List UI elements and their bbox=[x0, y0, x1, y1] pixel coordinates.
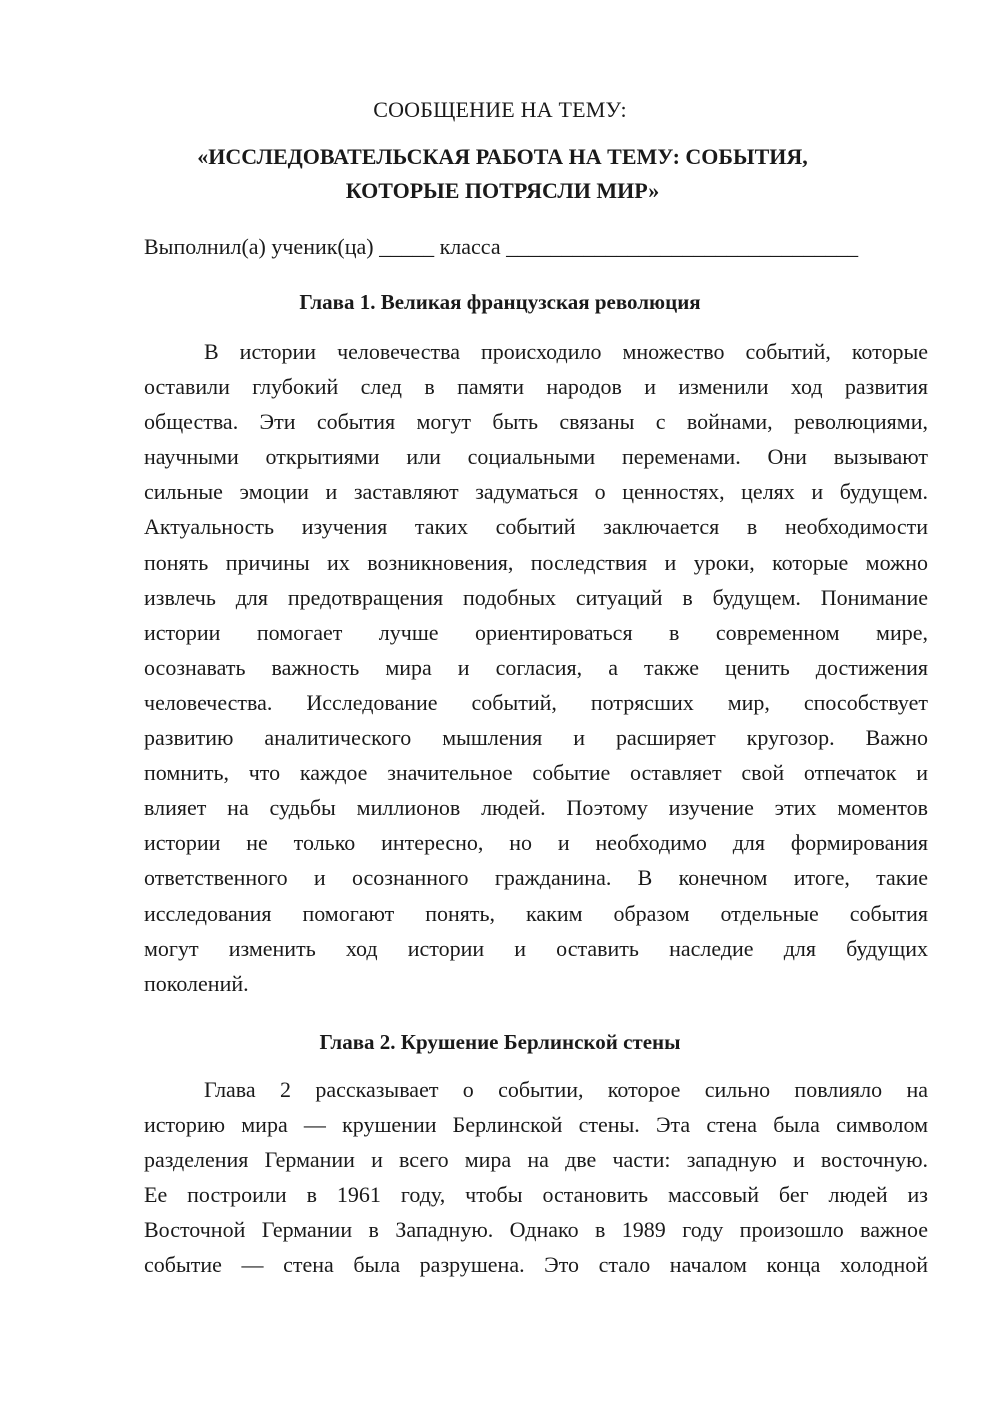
paragraph-line: извлечь для предотвращения подобных ситуаций в будущем. Понимание bbox=[144, 584, 928, 610]
chapter-1-paragraph bbox=[144, 334, 928, 1001]
paragraph-line: оставили глубокий след в памяти народов и изменили ход развития bbox=[144, 374, 928, 400]
paragraph-line: сильные эмоции и заставляют задуматься о ценностях, целях и будущем. bbox=[144, 479, 928, 505]
paragraph-line: исследования помогают понять, каким образом отдельные события bbox=[144, 900, 928, 926]
paragraph-line: разделения Германии и всего мира на две части: западную и восточную. bbox=[144, 1147, 928, 1173]
paragraph-line: поколений. bbox=[144, 970, 249, 996]
paragraph-line: осознавать важность мира и согласия, а также ценить достижения bbox=[144, 654, 928, 680]
paragraph-line: человечества. Исследование событий, потрясших мир, способствует bbox=[144, 689, 928, 715]
chapter-2-heading: Глава 2. Крушение Берлинской стены bbox=[319, 1030, 681, 1054]
paragraph-line: ответственного и осознанного гражданина. В конечном итоге, такие bbox=[144, 865, 928, 891]
report-label: СООБЩЕНИЕ НА ТЕМУ: bbox=[373, 97, 627, 122]
paragraph-line: научными открытиями или социальными переменами. Они вызывают bbox=[144, 444, 928, 470]
report-title-line: «ИССЛЕДОВАТЕЛЬСКАЯ РАБОТА НА ТЕМУ: СОБЫТИЯ, bbox=[197, 144, 808, 169]
chapter-1-heading: Глава 1. Великая французская революция bbox=[299, 290, 701, 314]
paragraph-line: В истории человечества происходило множество событий, которые bbox=[204, 339, 928, 364]
paragraph-line: событие — стена была разрушена. Это стало началом конца холодной bbox=[144, 1252, 928, 1278]
paragraph-line: Глава 2 рассказывает о событии, которое сильно повлияло на bbox=[204, 1077, 928, 1102]
paragraph-line: могут изменить ход истории и оставить наследие для будущих bbox=[144, 935, 928, 961]
paragraph-line: истории помогает лучше ориентироваться в современном мире, bbox=[144, 619, 928, 645]
report-title-line: КОТОРЫЕ ПОТРЯСЛИ МИР» bbox=[345, 178, 660, 203]
paragraph-line: развитию аналитического мышления и расширяет кругозор. Важно bbox=[144, 725, 928, 751]
author-line: Выполнил(а) ученик(ца) _____ класса ________________________________ bbox=[144, 234, 859, 259]
paragraph-line: Актуальность изучения таких событий заключается в необходимости bbox=[144, 514, 928, 540]
report-title bbox=[140, 140, 865, 208]
paragraph-line: понять причины их возникновения, последствия и уроки, которые можно bbox=[144, 549, 928, 575]
paragraph-line: истории не только интересно, но и необходимо для формирования bbox=[144, 830, 928, 856]
paragraph-line: историю мира — крушении Берлинской стены. Эта стена была символом bbox=[144, 1112, 928, 1138]
paragraph-line: влияет на судьбы миллионов людей. Поэтому изучение этих моментов bbox=[144, 795, 928, 821]
paragraph-line: Восточной Германии в Западную. Однако в 1989 году произошло важное bbox=[144, 1217, 928, 1243]
paragraph-line: общества. Эти события могут быть связаны с войнами, революциями, bbox=[144, 409, 928, 435]
chapter-2-paragraph bbox=[144, 1072, 928, 1283]
paragraph-line: Ее построили в 1961 году, чтобы остановить массовый бег людей из bbox=[144, 1182, 928, 1208]
paragraph-line: помнить, что каждое значительное событие оставляет свой отпечаток и bbox=[144, 760, 928, 786]
